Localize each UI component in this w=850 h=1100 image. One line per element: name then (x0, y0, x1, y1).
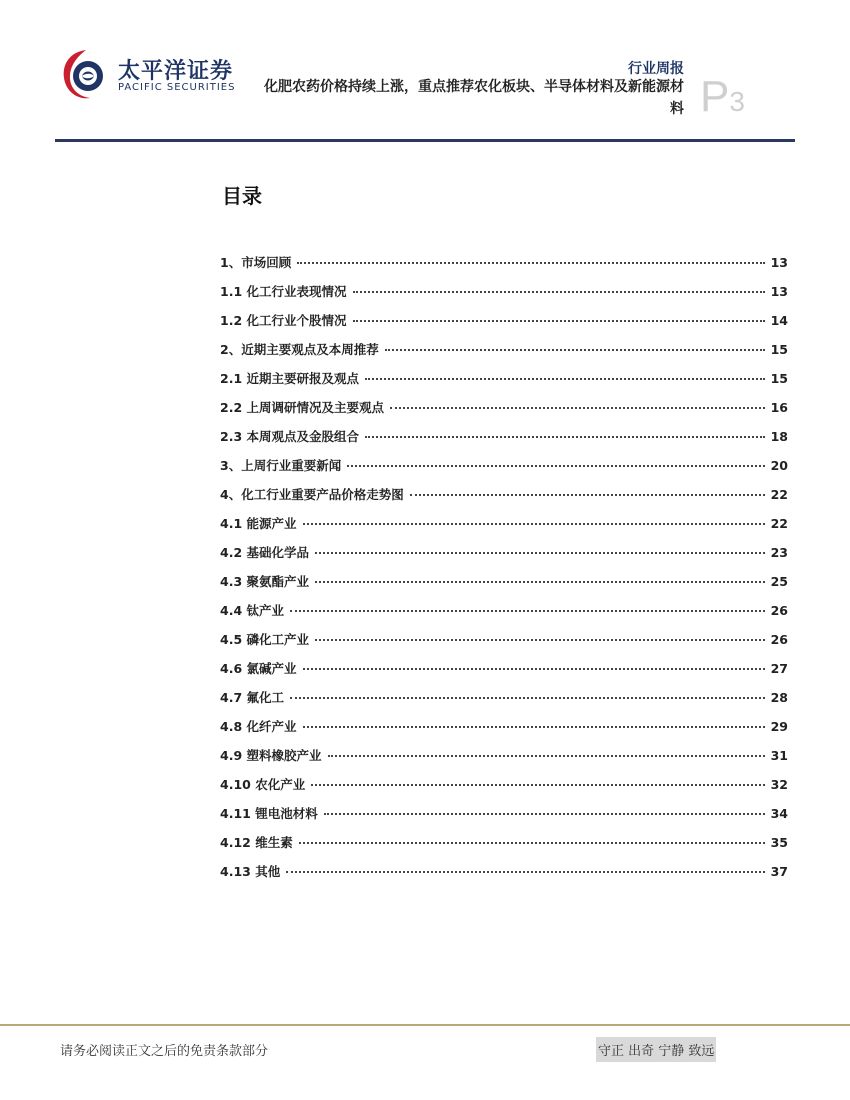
toc-entry[interactable] (220, 340, 788, 369)
report-title: 化肥农药价格持续上涨，重点推荐农化板块、半导体材料及新能源材料 (264, 79, 684, 117)
footer-divider (0, 1024, 850, 1026)
toc-leader-dots (410, 494, 765, 496)
toc-entry-label: 4.4 钛产业 (220, 603, 284, 618)
toc-entry[interactable] (220, 688, 788, 717)
logo-english-name: PACIFIC SECURITIES (118, 82, 236, 93)
toc-entry-label: 4.5 磷化工产业 (220, 632, 309, 647)
toc-entry-page: 16 (770, 400, 788, 415)
toc-leader-dots (353, 291, 765, 293)
toc-leader-dots (328, 755, 765, 757)
toc-leader-dots (315, 639, 765, 641)
toc-leader-dots (365, 436, 765, 438)
footer-disclaimer: 请务必阅读正文之后的免责条款部分 (60, 1044, 269, 1059)
toc-entry-label: 1.1 化工行业表现情况 (220, 284, 347, 299)
toc-leader-dots (303, 523, 765, 525)
toc-entry-page: 26 (770, 603, 788, 618)
toc-entry-label: 2.2 上周调研情况及主要观点 (220, 400, 384, 415)
toc-entry-label: 1.2 化工行业个股情况 (220, 313, 347, 328)
toc-entry[interactable] (220, 862, 788, 891)
toc-entry-page: 15 (770, 342, 788, 357)
toc-entry-label: 4.13 其他 (220, 864, 281, 879)
toc-entry-page: 18 (770, 429, 788, 444)
toc-entry[interactable] (220, 659, 788, 688)
toc-entry-label: 4.10 农化产业 (220, 777, 306, 792)
toc-entry-label: 2.3 本周观点及金股组合 (220, 429, 359, 444)
company-logo (60, 46, 260, 102)
toc-entry-page: 14 (770, 313, 788, 328)
logo-chinese-name: 太平洋证券 (118, 59, 234, 84)
toc-entry[interactable] (220, 398, 788, 427)
toc-leader-dots (353, 320, 765, 322)
toc-entry-label: 4.1 能源产业 (220, 516, 297, 531)
toc-entry-page: 25 (770, 574, 788, 589)
toc-entry-label: 2、近期主要观点及本周推荐 (220, 342, 379, 357)
toc-leader-dots (297, 262, 764, 264)
toc-entry[interactable] (220, 456, 788, 485)
toc-entry-page: 13 (770, 284, 788, 299)
toc-entry[interactable] (220, 282, 788, 311)
page-number-value: 3 (729, 86, 745, 117)
toc-entry-page: 15 (770, 371, 788, 386)
toc-entry[interactable] (220, 601, 788, 630)
toc-entry-page: 35 (770, 835, 788, 850)
toc-entry[interactable] (220, 543, 788, 572)
toc-entry-page: 28 (770, 690, 788, 705)
toc-leader-dots (324, 813, 765, 815)
toc-entry-label: 4.3 聚氨酯产业 (220, 574, 309, 589)
toc-entry-page: 13 (770, 255, 788, 270)
report-type: 行业周报 (628, 61, 684, 77)
toc-entry[interactable] (220, 427, 788, 456)
toc-entry-label: 4.8 化纤产业 (220, 719, 297, 734)
toc-leader-dots (390, 407, 765, 409)
toc-leader-dots (315, 581, 765, 583)
toc-entry[interactable] (220, 746, 788, 775)
toc-entry-page: 27 (770, 661, 788, 676)
toc-entry-label: 4.2 基础化学品 (220, 545, 309, 560)
toc-entry[interactable] (220, 775, 788, 804)
header-divider (55, 139, 795, 142)
footer-motto: 守正 出奇 宁静 致远 (596, 1037, 716, 1062)
toc-leader-dots (303, 726, 765, 728)
toc-entry[interactable] (220, 369, 788, 398)
toc-entry-label: 4.7 氟化工 (220, 690, 284, 705)
toc-entry[interactable] (220, 804, 788, 833)
toc-entry[interactable] (220, 630, 788, 659)
toc-entry-page: 20 (770, 458, 788, 473)
toc-leader-dots (299, 842, 765, 844)
toc-leader-dots (286, 871, 764, 873)
page-number (700, 72, 745, 122)
toc-leader-dots (315, 552, 765, 554)
toc-entry[interactable] (220, 485, 788, 514)
toc-entry-page: 23 (770, 545, 788, 560)
toc-entry-label: 2.1 近期主要研报及观点 (220, 371, 359, 386)
toc-leader-dots (290, 610, 765, 612)
toc-entry-label: 1、市场回顾 (220, 255, 292, 270)
toc-entry[interactable] (220, 311, 788, 340)
toc-entry[interactable] (220, 717, 788, 746)
toc-entry-label: 4.12 维生素 (220, 835, 293, 850)
toc-entry[interactable] (220, 253, 788, 282)
toc-leader-dots (365, 378, 765, 380)
toc-leader-dots (311, 784, 764, 786)
toc-leader-dots (290, 697, 765, 699)
toc-entry-label: 4.9 塑料橡胶产业 (220, 748, 322, 763)
table-of-contents (220, 253, 788, 891)
toc-entry-label: 4.11 锂电池材料 (220, 806, 318, 821)
toc-entry-page: 34 (770, 806, 788, 821)
toc-leader-dots (303, 668, 765, 670)
toc-entry-page: 22 (770, 487, 788, 502)
pacific-logo-icon (60, 46, 112, 102)
toc-entry-page: 22 (770, 516, 788, 531)
toc-entry[interactable] (220, 572, 788, 601)
toc-entry-page: 31 (770, 748, 788, 763)
toc-entry-label: 4.6 氯碱产业 (220, 661, 297, 676)
toc-heading: 目录 (222, 184, 262, 208)
toc-entry-page: 37 (770, 864, 788, 879)
toc-leader-dots (347, 465, 764, 467)
toc-entry-page: 32 (770, 777, 788, 792)
toc-leader-dots (385, 349, 765, 351)
toc-entry[interactable] (220, 514, 788, 543)
page-header (0, 0, 850, 145)
page-prefix: P (700, 72, 730, 121)
toc-entry-page: 29 (770, 719, 788, 734)
toc-entry-page: 26 (770, 632, 788, 647)
toc-entry-label: 4、化工行业重要产品价格走势图 (220, 487, 404, 502)
toc-entry-label: 3、上周行业重要新闻 (220, 458, 342, 473)
toc-entry[interactable] (220, 833, 788, 862)
